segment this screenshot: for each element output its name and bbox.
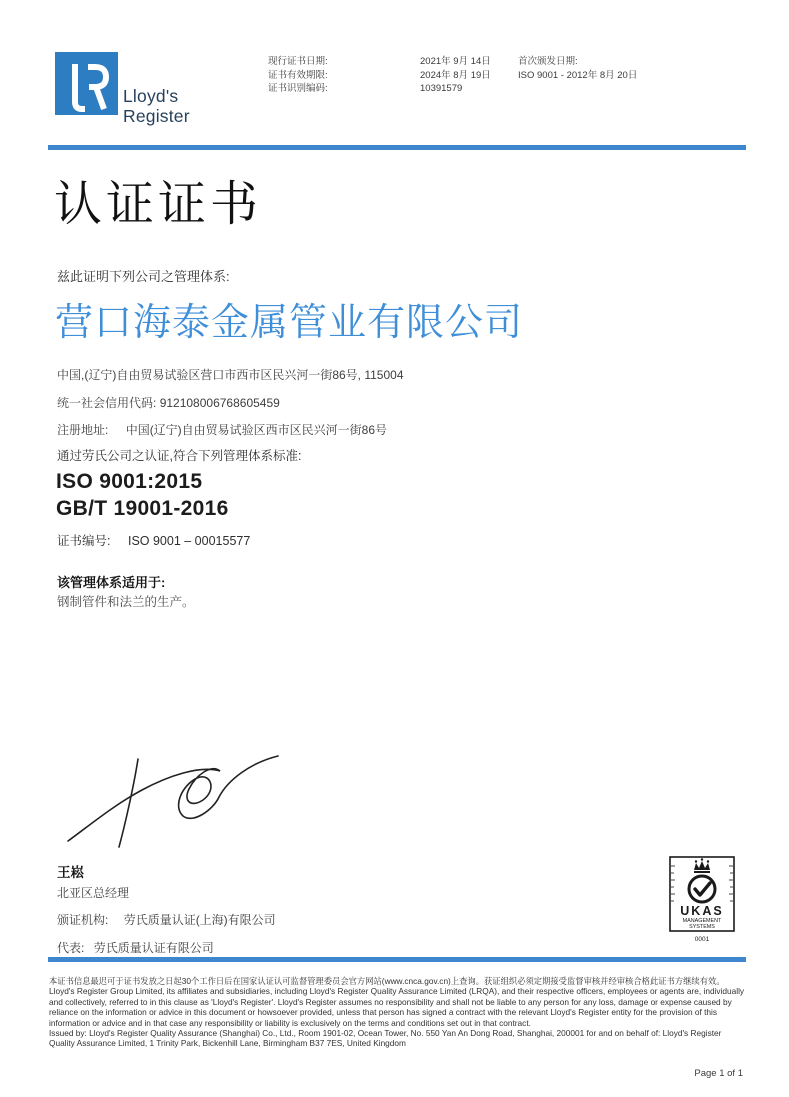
current-cert-date-value: 2021年 9月 14日: [420, 56, 491, 67]
representative-value: 劳氏质量认证有限公司: [93, 941, 214, 955]
svg-text:SYSTEMS: SYSTEMS: [689, 924, 715, 930]
representative-label: 代表:: [57, 941, 85, 955]
header-divider-bar: [48, 145, 746, 150]
footer-fine-print: [49, 976, 746, 1049]
liability-disclaimer: Lloyd's Register Group Limited, its affiliates and subsidiaries, including Lloyd's Register Quality Assurance Limited (LRQA), and their respective officers, employees or agents are, individually and collectively, referred to in this clause as 'Lloyd's Register'. Lloyd's Register assumes no responsibility and shall not be liable to any person for any loss, damage or expense caused by reliance on the information or advice in this document or howsoever provided, unless that person has signed a contract with the relevant Lloyd's Register entity for the provision of this information or advice and in that case any responsibility or liability is exclusively on the terms and conditions set out in that contract.: [49, 986, 745, 1028]
cert-expiry-label: 证书有效期限:: [268, 69, 328, 81]
company-name: 营口海泰金属管业有限公司: [55, 302, 524, 344]
svg-text:MANAGEMENT: MANAGEMENT: [682, 918, 722, 924]
representative-line: [57, 939, 214, 956]
issuing-body-label: 颁证机构:: [57, 913, 109, 927]
registered-address-value: 中国(辽宁)自由贸易试验区西市区民兴河一街86号: [125, 423, 388, 437]
svg-text:UKAS: UKAS: [680, 904, 724, 918]
brand-name-line2: Register: [123, 106, 190, 126]
approval-statement: 通过劳氏公司之认证,符合下列管理体系标准:: [57, 449, 302, 463]
certificate-dates: [268, 55, 491, 96]
page-indicator: Page 1 of 1: [694, 1068, 743, 1079]
ukas-accreditation-mark: [662, 856, 742, 951]
credit-code-value: 912108006768605459: [159, 396, 280, 410]
current-cert-date-row: [268, 55, 491, 69]
first-issue-value: ISO 9001 - 2012年 8月 20日: [518, 69, 638, 81]
registered-address-label: 注册地址:: [57, 423, 109, 437]
registered-address-line: [57, 421, 387, 438]
brand-name: [123, 86, 190, 126]
ukas-logo-icon: [662, 856, 742, 946]
standard-iso: ISO 9001:2015: [56, 470, 203, 493]
brand-name-line1: Lloyd's: [123, 86, 179, 106]
standards-list: [56, 468, 229, 522]
standard-gbt: GB/T 19001-2016: [56, 497, 229, 520]
cert-id-row: [268, 82, 491, 96]
signatory-title: 北亚区总经理: [57, 886, 130, 900]
scope-text: 钢制管件和法兰的生产。: [57, 595, 195, 609]
issuing-body-value: 劳氏质量认证(上海)有限公司: [123, 913, 276, 927]
current-cert-date-label: 现行证书日期:: [268, 56, 328, 67]
credit-code-label: 统一社会信用代码:: [57, 396, 157, 410]
cert-id-label: 证书识别编码:: [268, 83, 328, 94]
company-address: 中国,(辽宁)自由贸易试验区营口市西市区民兴河一街86号, 115004: [57, 368, 404, 382]
cert-expiry-value: 2024年 8月 19日: [420, 69, 491, 81]
scope-label: 该管理体系适用于:: [57, 575, 166, 590]
issued-by-note: Issued by: Lloyd's Register Quality Assurance (Shanghai) Co., Ltd., Room 1901-02, Ocean Tower, No. 550 Yan An Dong Road, Shanghai, 200001 for and on behalf of: Lloyd's Register Quality Assurance Limited, 1 Trinity Park, Bickenhill Lane, Birmingham B37 7ES, United Kingdom: [49, 1028, 722, 1049]
credit-code-line: [57, 394, 280, 411]
cert-expiry-row: [268, 69, 491, 83]
certificate-number-line: [57, 531, 250, 549]
lr-monogram-icon: [55, 52, 118, 115]
first-issue-block: [518, 55, 637, 82]
svg-text:0001: 0001: [694, 936, 710, 943]
certificate-number-label: 证书编号:: [57, 534, 111, 548]
certificate-number-value: ISO 9001 – 00015577: [127, 534, 251, 548]
signatory-name: 王崧: [57, 865, 84, 880]
footer-divider-bar: [48, 957, 746, 962]
cert-id-value: 10391579: [420, 83, 463, 94]
cnca-verification-note: 本证书信息最迟可于证书发放之日起30个工作日后在国家认证认可监督管理委员会官方网站(www.cnca.gov.cn)上查询。获证组织必须定期接受监督审核并经审核合格此证书方继续有效。: [49, 976, 725, 986]
intro-statement: 兹此证明下列公司之管理体系:: [57, 269, 230, 284]
issuing-body-line: [57, 911, 276, 928]
signature-image: [62, 745, 292, 865]
certificate-title: 认证证书: [54, 178, 263, 231]
lloyds-register-logo-icon: [55, 52, 118, 115]
first-issue-label: 首次颁发日期:: [518, 56, 578, 67]
handwritten-signature-icon: [62, 745, 292, 860]
